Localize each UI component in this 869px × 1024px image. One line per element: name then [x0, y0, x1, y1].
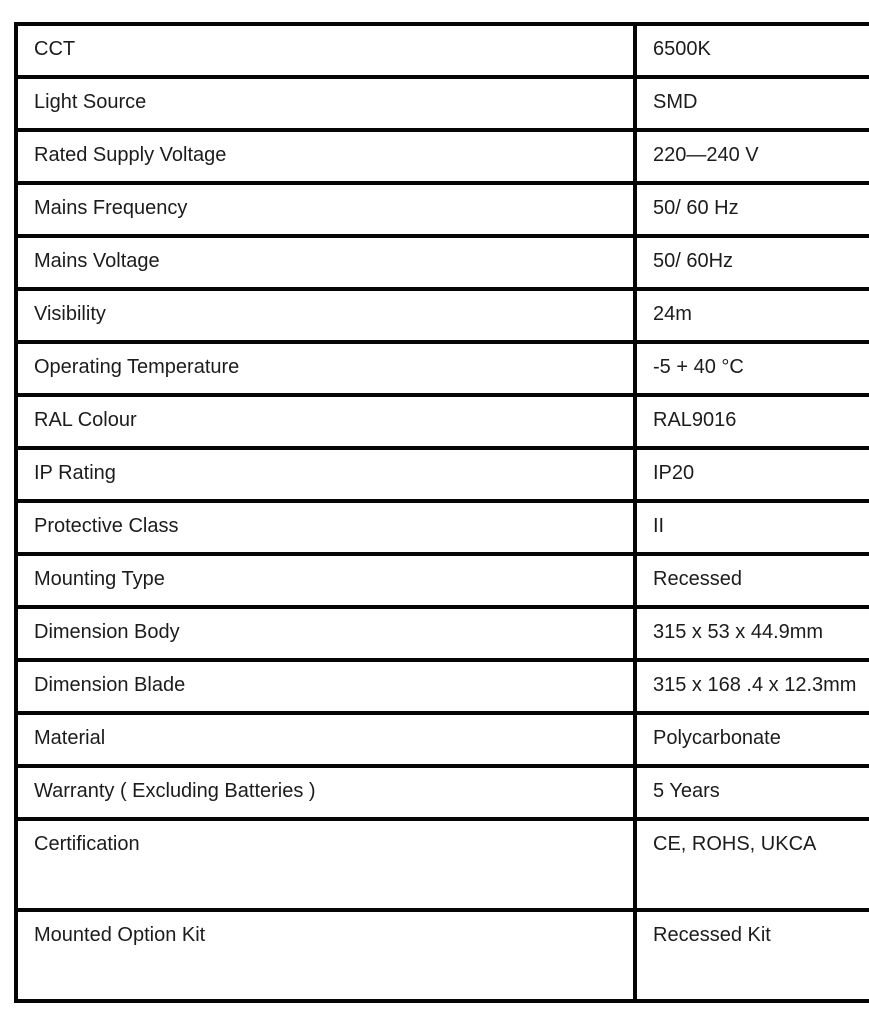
spec-value: 50/ 60 Hz	[635, 183, 869, 236]
spec-value: Polycarbonate	[635, 713, 869, 766]
spec-label: Mains Voltage	[16, 236, 635, 289]
table-row	[16, 819, 869, 910]
table-row	[16, 713, 869, 766]
spec-label: Mounted Option Kit	[16, 910, 635, 1001]
table-row	[16, 130, 869, 183]
spec-value: 5 Years	[635, 766, 869, 819]
spec-value: CE, ROHS, UKCA	[635, 819, 869, 910]
spec-label: IP Rating	[16, 448, 635, 501]
spec-label: Operating Temperature	[16, 342, 635, 395]
table-row	[16, 448, 869, 501]
spec-value: II	[635, 501, 869, 554]
spec-value: IP20	[635, 448, 869, 501]
spec-value: 6500K	[635, 24, 869, 77]
spec-label: Certification	[16, 819, 635, 910]
spec-label: Dimension Blade	[16, 660, 635, 713]
table-row	[16, 77, 869, 130]
spec-value: RAL9016	[635, 395, 869, 448]
table-row	[16, 554, 869, 607]
spec-table	[14, 22, 869, 1003]
spec-value: 220—240 V	[635, 130, 869, 183]
table-row	[16, 395, 869, 448]
table-row	[16, 24, 869, 77]
spec-label: Mains Frequency	[16, 183, 635, 236]
spec-value: -5 + 40 °C	[635, 342, 869, 395]
table-row	[16, 607, 869, 660]
table-row	[16, 766, 869, 819]
table-row	[16, 183, 869, 236]
spec-value: 24m	[635, 289, 869, 342]
table-row	[16, 342, 869, 395]
spec-value: 315 x 53 x 44.9mm	[635, 607, 869, 660]
spec-value: 315 x 168 .4 x 12.3mm	[635, 660, 869, 713]
spec-label: Mounting Type	[16, 554, 635, 607]
spec-value: Recessed Kit	[635, 910, 869, 1001]
spec-label: Protective Class	[16, 501, 635, 554]
spec-label: Rated Supply Voltage	[16, 130, 635, 183]
table-row	[16, 289, 869, 342]
spec-label: RAL Colour	[16, 395, 635, 448]
spec-label: Material	[16, 713, 635, 766]
spec-value: Recessed	[635, 554, 869, 607]
table-row	[16, 501, 869, 554]
spec-table-body	[16, 24, 869, 1001]
spec-value: 50/ 60Hz	[635, 236, 869, 289]
table-row	[16, 910, 869, 1001]
spec-label: CCT	[16, 24, 635, 77]
spec-label: Light Source	[16, 77, 635, 130]
spec-value: SMD	[635, 77, 869, 130]
spec-label: Dimension Body	[16, 607, 635, 660]
spec-label: Visibility	[16, 289, 635, 342]
table-row	[16, 236, 869, 289]
spec-label: Warranty ( Excluding Batteries )	[16, 766, 635, 819]
table-row	[16, 660, 869, 713]
